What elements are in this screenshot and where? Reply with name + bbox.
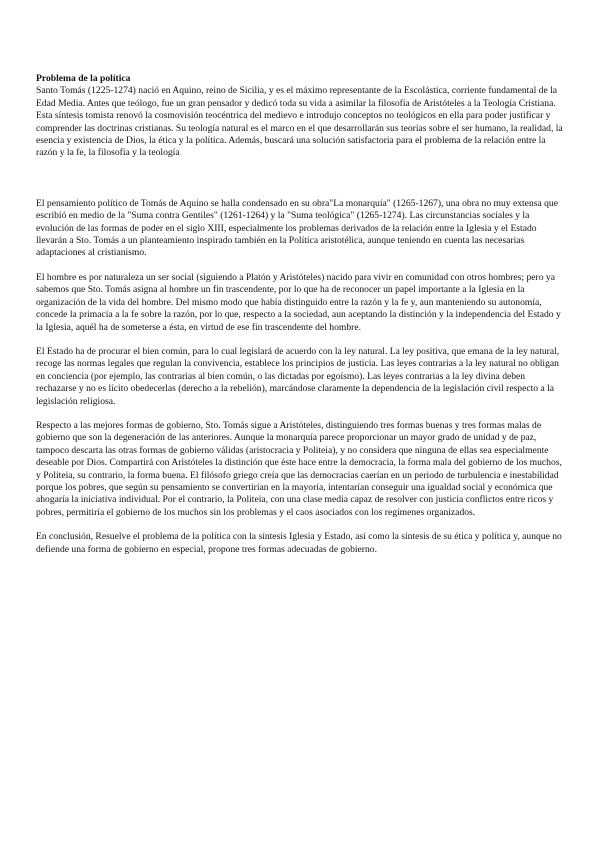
paragraph-intro: Santo Tomás (1225-1274) nació en Aquino, reino de Sicilia, y es el máximo representante de la Escolástica, corriente fundamental de la Edad Media. Antes que teólogo, fue un gran pensador y dedicó toda su vida a asimilar la filosofía de Aristóteles a la Teología Cristiana. Esta síntesis tomista renovó la cosmovisión teocéntrica del medievo e introdujo conceptos no teológicos en ella para poder justificar y comprender las doctrinas cristianas. Su teología natural es el marco en el que desarrollarán sus teorías sobre el ser humano, la realidad, la esencia y existencia de Dios, la ética y la política. Además, buscará una solución satisfactoria para el problema de la relación entre la razón y la fe, la filosofía y la teología <box>36 85 563 159</box>
paragraph-forms-of-government: Respecto a las mejores formas de gobierno, Sto. Tomás sigue a Aristóteles, distinguiendo tres formas buenas y tres formas malas de gobierno que son la degeneración de las anteriores. Aunque la monarquía parece proporcionar un mayor grado de unidad y de paz, tampoco descarta las otras formas de gobierno válidas (aristocracia y Politeia), y no considera que ninguna de ellas sea especialmente deseable por Dios. Compartirá con Aristóteles la distinción que éste hace entre la democracia, la forma mala del gobierno de los muchos, y Politeia, su contrario, la forma buena. El filósofo griego creía que las democracias caerían en un periodo de turbulencia e inestabilidad porque los pobres, que según su pensamiento se convertirían en la mayoría, intentarían conseguir una igualdad social y económica que ahogaría la iniciativa individual. Por el contrario, la Politeia, con una clase media capaz de resolver con justicia conflictos entre ricos y pobres, permitiría el gobierno de los muchos sin los problemas y el caos asociados con los regímenes organizados. <box>36 419 562 518</box>
paragraph-political-thought: El pensamiento político de Tomás de Aquino se halla condensado en su obra"La monarquía" (1265-1267), una obra no muy extensa que escribió en medio de la "Suma contra Gentiles" (1261-1264) y la "Suma teológica" (1265-1274). Las circunstancias sociales y la evolución de las formas de poder en el siglo XIII, especialmente los problemas derivados de la relación entre la Iglesia y el Estado llevarán a Sto. Tomás a un planteamiento inspirado también en la Política aristotélica, aunque teniendo en cuenta las necesarias adaptaciones al cristianismo. <box>36 197 558 259</box>
paragraph-social-being: El hombre es por naturaleza un ser social (siguiendo a Platón y Aristóteles) nacido para vivir en comunidad con otros hombres; pero ya sabemos que Sto. Tomás asigna al hombre un fin trascendente, por lo que ha de reconocer un papel importante a la Iglesia en la organización de la vida del hombre. Del mismo modo que había distinguido entre la razón y la fe y, aun manteniendo su autonomía, concede la primacía a la fe sobre la razón, por lo que, respecto a la sociedad, aun aceptando la distinción y la independencia del Estado y la Iglesia, aquél ha de someterse a ésta, en virtud de ese fin trascendente del hombre. <box>36 271 561 333</box>
document-page <box>36 73 566 556</box>
paragraph-conclusion: En conclusión, Resuelve el problema de la política con la síntesis Iglesia y Estado, así como la síntesis de su ética y política y, aunque no defiende una forma de gobierno en especial, propone tres formas adecuadas de gobierno. <box>36 531 562 555</box>
paragraph-state-law: El Estado ha de procurar el bien común, para lo cual legislará de acuerdo con la ley natural. La ley positiva, que emana de la ley natural, recoge las normas legales que regulan la convivencia, establece los principios de justicia. Las leyes contrarias a la ley natural no obligan en conciencia (por ejemplo, las contrarias al bien común, o las dictadas por egoísmo). Las leyes contrarias a la ley divina deben rechazarse y no es lícito obedecerlas (derecho a la rebelión), marcándose claramente la dependencia de la legislación civil respecto a la legislación religiosa. <box>36 345 560 407</box>
document-title: Problema de la política <box>36 73 131 84</box>
